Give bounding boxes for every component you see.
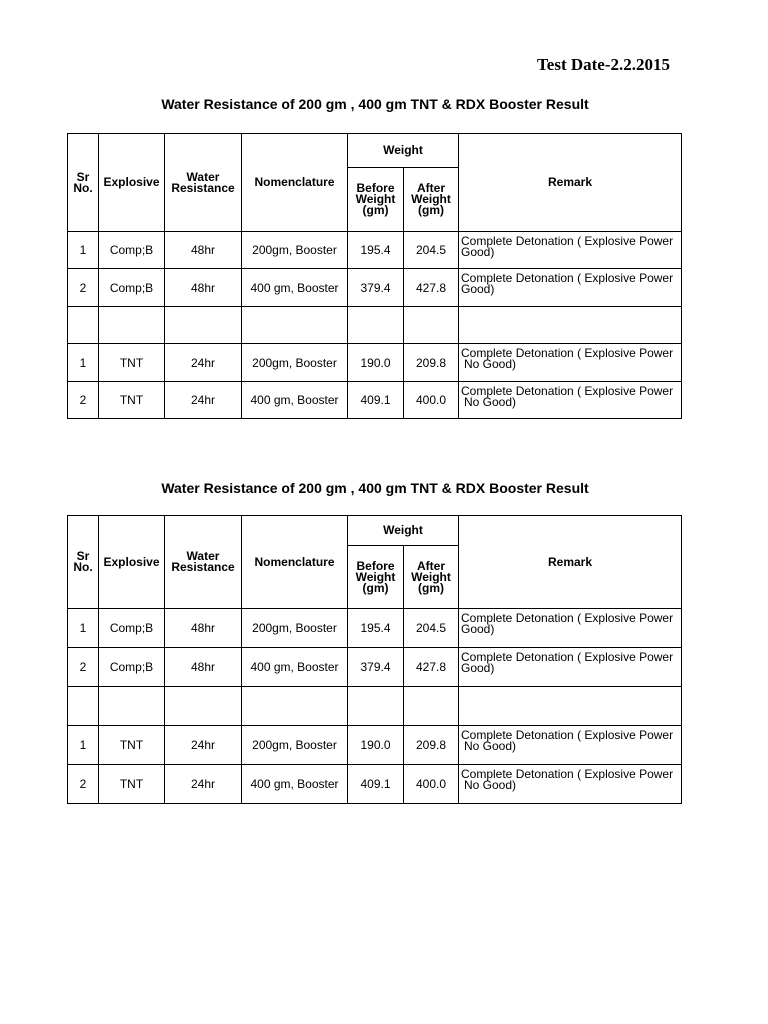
cell-before-weight: 190.0 [348, 726, 404, 765]
remark-line-2: No Good) [464, 739, 517, 753]
cell-explosive [99, 687, 165, 726]
cell-remark [459, 382, 682, 419]
cell-nomenclature: 200gm, Booster [242, 232, 348, 269]
remark-line-2: Good) [461, 282, 495, 296]
cell-water-resistance [165, 687, 242, 726]
cell-water-resistance: 24hr [165, 726, 242, 765]
remark-line-2: No Good) [464, 357, 517, 371]
remark-line-1: Complete Detonation ( Explosive Power [461, 346, 674, 360]
cell-after-weight: 400.0 [404, 382, 459, 419]
cell-after-weight: 204.5 [404, 232, 459, 269]
cell-nomenclature: 400 gm, Booster [242, 382, 348, 419]
header-after-weight: After Weight (gm) [404, 168, 459, 232]
remark-line-1: Complete Detonation ( Explosive Power [461, 650, 674, 664]
header-water-resistance: Water Resistance [165, 516, 242, 609]
cell-water-resistance: 24hr [165, 344, 242, 382]
table-row [68, 269, 682, 307]
cell-explosive: TNT [99, 726, 165, 765]
remark-line-2: No Good) [464, 395, 517, 409]
cell-nomenclature: 400 gm, Booster [242, 269, 348, 307]
cell-nomenclature [242, 687, 348, 726]
cell-sr: 2 [68, 382, 99, 419]
cell-remark [459, 687, 682, 726]
cell-remark [459, 344, 682, 382]
cell-remark [459, 726, 682, 765]
header-remark: Remark [459, 516, 682, 609]
header-sr-no: Sr No. [68, 516, 99, 609]
header-water-resistance: Water Resistance [165, 134, 242, 232]
cell-explosive: TNT [99, 382, 165, 419]
table-row [68, 648, 682, 687]
cell-before-weight [348, 687, 404, 726]
header-explosive: Explosive [99, 134, 165, 232]
cell-sr: 2 [68, 765, 99, 804]
cell-nomenclature: 400 gm, Booster [242, 765, 348, 804]
cell-nomenclature: 400 gm, Booster [242, 648, 348, 687]
header-remark: Remark [459, 134, 682, 232]
cell-after-weight: 427.8 [404, 269, 459, 307]
cell-before-weight: 379.4 [348, 648, 404, 687]
cell-remark [459, 609, 682, 648]
remark-line-1: Complete Detonation ( Explosive Power [461, 234, 674, 248]
cell-after-weight: 204.5 [404, 609, 459, 648]
cell-sr [68, 307, 99, 344]
cell-sr: 1 [68, 726, 99, 765]
header-nomenclature: Nomenclature [242, 134, 348, 232]
cell-remark [459, 765, 682, 804]
cell-water-resistance: 48hr [165, 609, 242, 648]
cell-before-weight: 409.1 [348, 382, 404, 419]
cell-after-weight: 400.0 [404, 765, 459, 804]
table-row [68, 765, 682, 804]
cell-after-weight [404, 307, 459, 344]
cell-explosive: TNT [99, 765, 165, 804]
test-date: Test Date-2.2.2015 [537, 55, 670, 74]
results-table-2 [67, 515, 682, 804]
table-2-title: Water Resistance of 200 gm , 400 gm TNT & RDX Booster Result [161, 480, 589, 496]
cell-remark [459, 648, 682, 687]
cell-explosive: Comp;B [99, 609, 165, 648]
remark-line-2: Good) [461, 661, 495, 675]
header-explosive: Explosive [99, 516, 165, 609]
remark-line-1: Complete Detonation ( Explosive Power [461, 384, 674, 398]
cell-remark [459, 269, 682, 307]
cell-nomenclature: 200gm, Booster [242, 344, 348, 382]
table-row [68, 232, 682, 269]
cell-before-weight: 409.1 [348, 765, 404, 804]
cell-before-weight: 195.4 [348, 232, 404, 269]
cell-explosive: Comp;B [99, 232, 165, 269]
cell-water-resistance: 48hr [165, 648, 242, 687]
cell-sr [68, 687, 99, 726]
table-row [68, 344, 682, 382]
header-after-weight: After Weight (gm) [404, 546, 459, 609]
remark-line-2: Good) [461, 245, 495, 259]
cell-water-resistance: 24hr [165, 382, 242, 419]
remark-line-1: Complete Detonation ( Explosive Power [461, 611, 674, 625]
cell-water-resistance [165, 307, 242, 344]
header-before-weight: Before Weight (gm) [348, 168, 404, 232]
cell-explosive [99, 307, 165, 344]
cell-sr: 2 [68, 648, 99, 687]
cell-sr: 1 [68, 609, 99, 648]
cell-nomenclature: 200gm, Booster [242, 609, 348, 648]
cell-sr: 2 [68, 269, 99, 307]
cell-after-weight: 209.8 [404, 726, 459, 765]
table-row [68, 726, 682, 765]
cell-after-weight: 209.8 [404, 344, 459, 382]
cell-explosive: Comp;B [99, 648, 165, 687]
results-table-1 [67, 133, 682, 419]
cell-explosive: TNT [99, 344, 165, 382]
table-row [68, 382, 682, 419]
cell-before-weight [348, 307, 404, 344]
cell-sr: 1 [68, 232, 99, 269]
cell-remark [459, 232, 682, 269]
cell-remark [459, 307, 682, 344]
cell-before-weight: 190.0 [348, 344, 404, 382]
table-row-empty [68, 687, 682, 726]
remark-line-2: Good) [461, 622, 495, 636]
cell-sr: 1 [68, 344, 99, 382]
table-row [68, 609, 682, 648]
header-weight: Weight [348, 134, 459, 168]
header-weight: Weight [348, 516, 459, 546]
header-before-weight: Before Weight (gm) [348, 546, 404, 609]
cell-water-resistance: 24hr [165, 765, 242, 804]
table-1-title: Water Resistance of 200 gm , 400 gm TNT & RDX Booster Result [161, 96, 589, 112]
header-sr-no: Sr No. [68, 134, 99, 232]
cell-after-weight [404, 687, 459, 726]
cell-water-resistance: 48hr [165, 269, 242, 307]
remark-line-1: Complete Detonation ( Explosive Power [461, 767, 674, 781]
header-nomenclature: Nomenclature [242, 516, 348, 609]
remark-line-1: Complete Detonation ( Explosive Power [461, 271, 674, 285]
cell-after-weight: 427.8 [404, 648, 459, 687]
cell-nomenclature: 200gm, Booster [242, 726, 348, 765]
cell-nomenclature [242, 307, 348, 344]
cell-before-weight: 195.4 [348, 609, 404, 648]
remark-line-2: No Good) [464, 778, 517, 792]
cell-water-resistance: 48hr [165, 232, 242, 269]
remark-line-1: Complete Detonation ( Explosive Power [461, 728, 674, 742]
cell-explosive: Comp;B [99, 269, 165, 307]
cell-before-weight: 379.4 [348, 269, 404, 307]
table-row-empty [68, 307, 682, 344]
